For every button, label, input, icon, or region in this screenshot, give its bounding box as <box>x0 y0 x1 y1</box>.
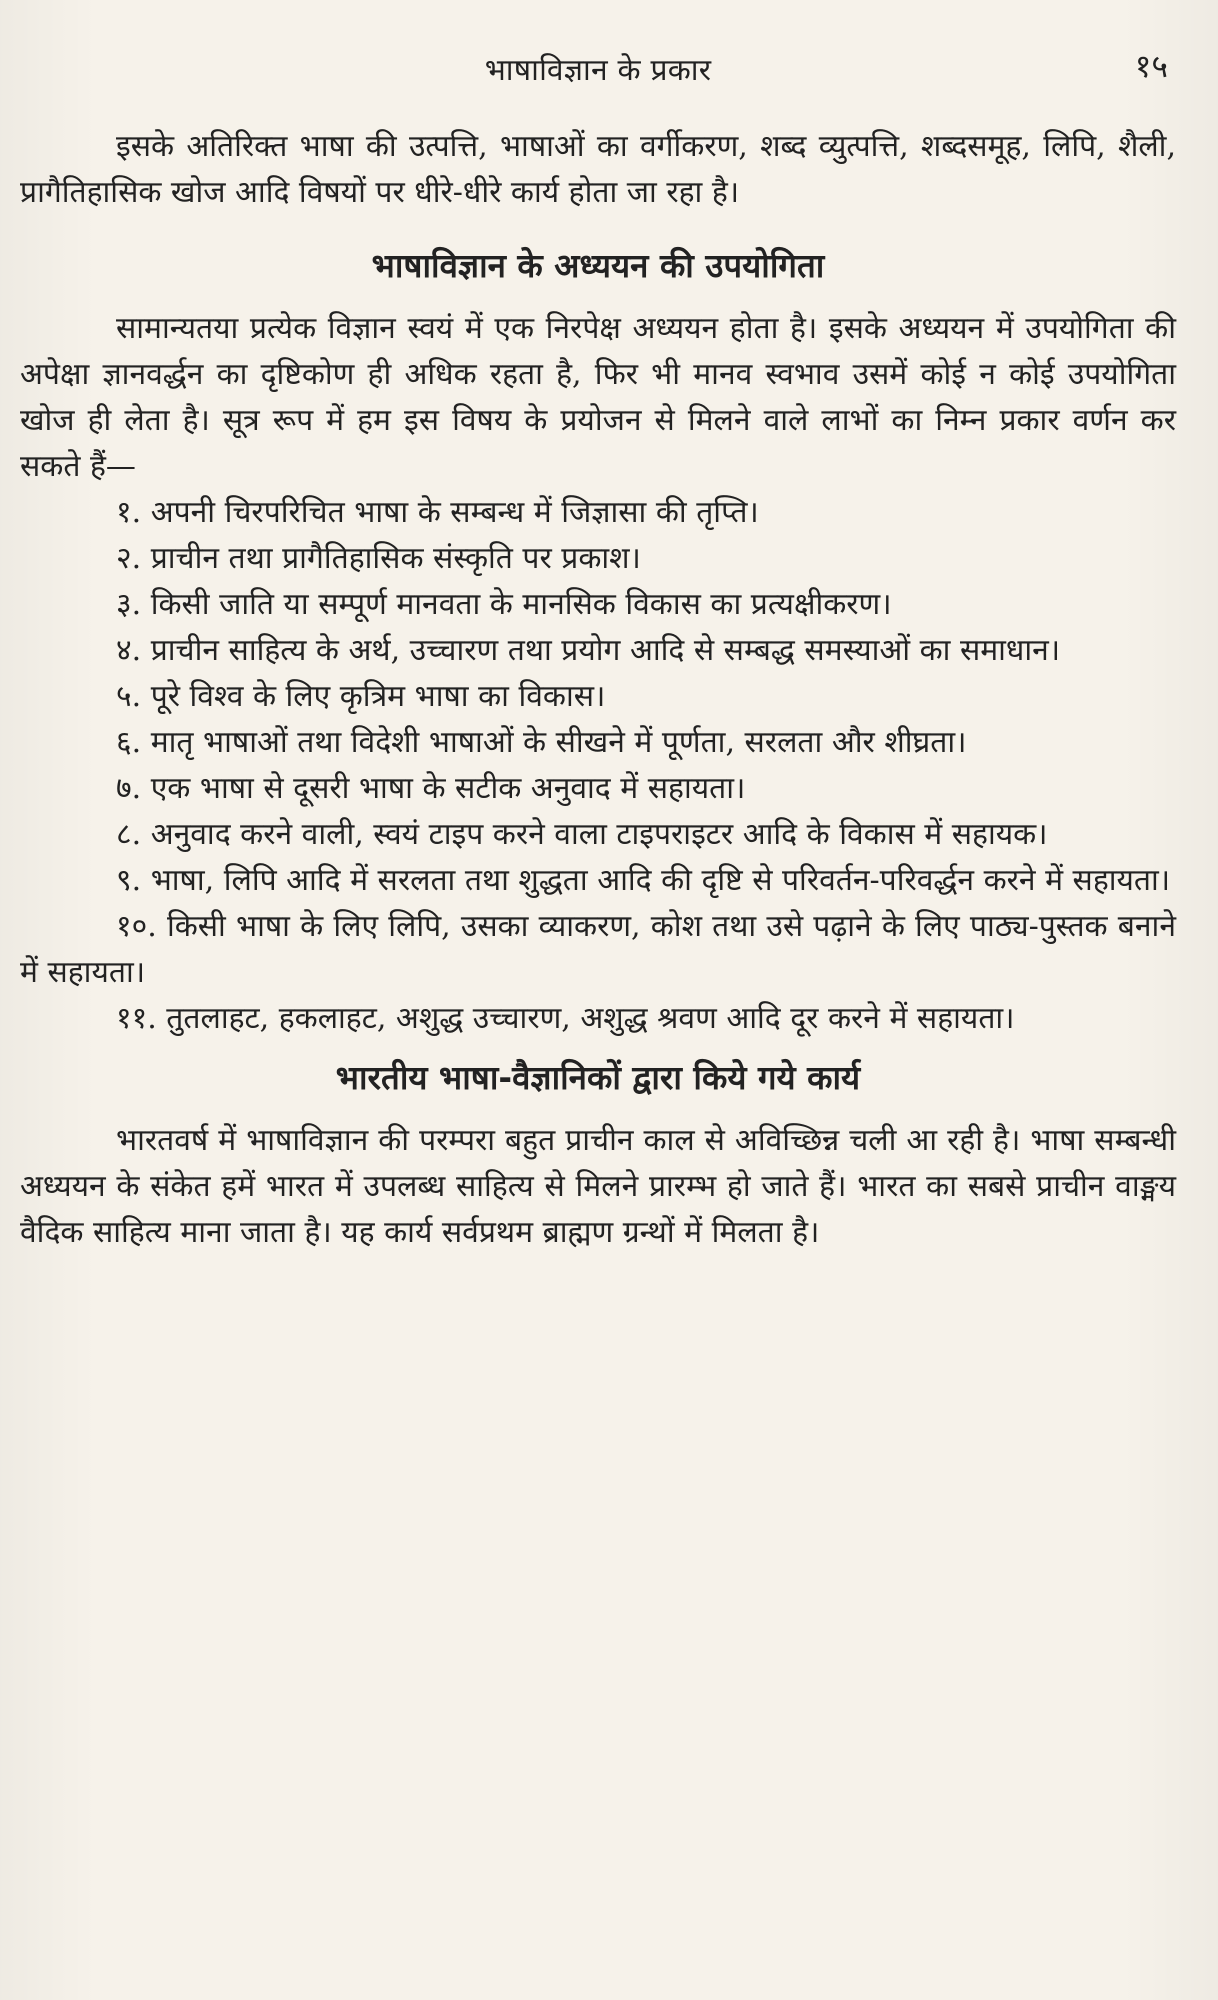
list-item-number: ७. <box>116 771 142 806</box>
running-title: भाषाविज्ञान के प्रकार <box>484 53 712 88</box>
list-item <box>20 996 1176 1042</box>
list-item-number: ११. <box>116 1001 157 1036</box>
list-item-text: पूरे विश्व के लिए कृत्रिम भाषा का विकास। <box>150 679 606 714</box>
section-paragraph-usefulness: सामान्यतया प्रत्येक विज्ञान स्वयं में एक निरपेक्ष अध्ययन होता है। इसके अध्ययन में उपयोगिता की अपेक्षा ज्ञानवर्द्धन का दृष्टिकोण ही अधिक रहता है, फिर भी मानव स्वभाव उसमें कोई न कोई उपयोगिता खोज ही लेता है। सूत्र रूप में हम इस विषय के प्रयोजन से मिलने वाले लाभों का निम्न प्रकार वर्णन कर सकते हैं— <box>20 311 1176 484</box>
list-item-text: तुतलाहट, हकलाहट, अशुद्ध उच्चारण, अशुद्ध श्रवण आदि दूर करने में सहायता। <box>166 1001 1015 1036</box>
list-item-text: किसी जाति या सम्पूर्ण मानवता के मानसिक विकास का प्रत्यक्षीकरण। <box>150 587 892 622</box>
list-item-text: भाषा, लिपि आदि में सरलता तथा शुद्धता आदि की दृष्टि से परिवर्तन-परिवर्द्धन करने में सहायता। <box>150 863 1171 898</box>
page-number: १५ <box>1134 47 1168 85</box>
intro-paragraph: इसके अतिरिक्त भाषा की उत्पत्ति, भाषाओं का वर्गीकरण, शब्द व्युत्पत्ति, शब्दसमूह, लिपि, शैली, प्रागैतिहासिक खोज आदि विषयों पर धीरे-धीरे कार्य होता जा रहा है। <box>20 129 1176 210</box>
list-item <box>20 720 1176 766</box>
list-item <box>20 812 1176 858</box>
list-item <box>20 766 1176 812</box>
list-item <box>20 904 1176 996</box>
list-item <box>20 858 1176 904</box>
list-item-text: प्राचीन साहित्य के अर्थ, उच्चारण तथा प्रयोग आदि से सम्बद्ध समस्याओं का समाधान। <box>150 633 1061 668</box>
list-item-text: अनुवाद करने वाली, स्वयं टाइप करने वाला टाइपराइटर आदि के विकास में सहायक। <box>150 817 1048 852</box>
list-item-number: ३. <box>116 587 142 622</box>
list-item-text: किसी भाषा के लिए लिपि, उसका व्याकरण, कोश तथा उसे पढ़ाने के लिए पाठ्य-पुस्तक बनाने में सहायता। <box>20 909 1176 990</box>
list-item-number: ६. <box>116 725 142 760</box>
list-item-number: १०. <box>116 909 157 944</box>
section-heading-usefulness: भाषाविज्ञान के अध्ययन की उपयोगिता <box>371 246 825 285</box>
list-item-number: ५. <box>116 679 142 714</box>
section-paragraph-indian-linguists: भारतवर्ष में भाषाविज्ञान की परम्परा बहुत प्राचीन काल से अविच्छिन्न चली आ रही है। भाषा सम्बन्धी अध्ययन के संकेत हमें भारत में उपलब्ध साहित्य से मिलने प्रारम्भ हो जाते हैं। भारत का सबसे प्राचीन वाङ्मय वैदिक साहित्य माना जाता है। यह कार्य सर्वप्रथम ब्राह्मण ग्रन्थों में मिलता है। <box>20 1123 1176 1250</box>
section-heading-indian-linguists: भारतीय भाषा-वैज्ञानिकों द्वारा किये गये कार्य <box>335 1058 861 1097</box>
list-item <box>20 674 1176 720</box>
list-item-text: मातृ भाषाओं तथा विदेशी भाषाओं के सीखने में पूर्णता, सरलता और शीघ्रता। <box>150 725 967 760</box>
list-item-text: एक भाषा से दूसरी भाषा के सटीक अनुवाद में सहायता। <box>150 771 746 806</box>
list-item-number: ९. <box>116 863 142 898</box>
list-item <box>20 490 1176 536</box>
list-item-text: प्राचीन तथा प्रागैतिहासिक संस्कृति पर प्रकाश। <box>150 541 641 576</box>
running-header <box>20 38 1176 98</box>
list-item-number: २. <box>116 541 142 576</box>
list-item-number: ८. <box>116 817 142 852</box>
list-item-number: १. <box>116 495 142 530</box>
list-item-number: ४. <box>116 633 142 668</box>
list-item <box>20 536 1176 582</box>
benefits-list <box>20 490 1176 1042</box>
list-item <box>20 582 1176 628</box>
list-item <box>20 628 1176 674</box>
list-item-text: अपनी चिरपरिचित भाषा के सम्बन्ध में जिज्ञासा की तृप्ति। <box>150 495 759 530</box>
